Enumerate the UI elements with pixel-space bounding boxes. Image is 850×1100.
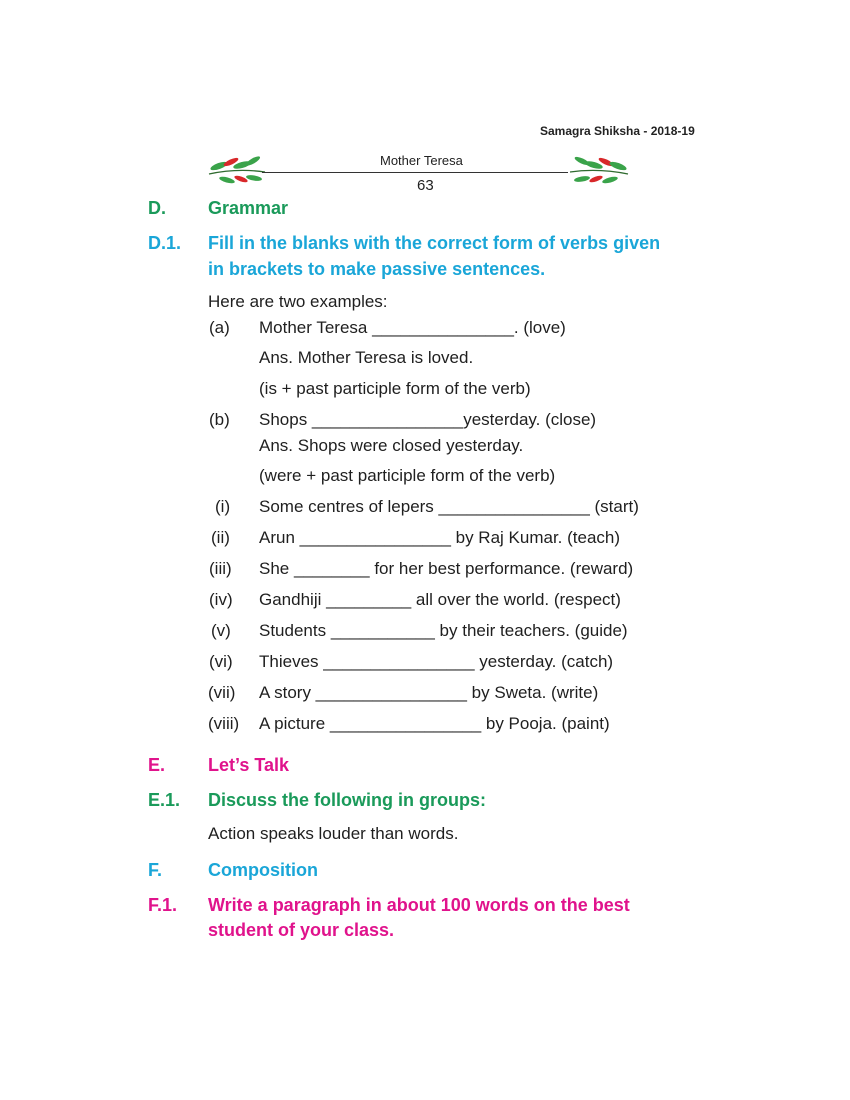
exercise-sentence: A picture ________________ by Pooja. (paint) [259, 714, 610, 733]
section-e-title: Let’s Talk [208, 755, 290, 775]
section-f-label: F. [148, 860, 163, 880]
exercise-marker: (ii) [211, 528, 230, 547]
section-d-label: D. [148, 198, 166, 218]
example-answer: Ans. Shops were closed yesterday. [259, 436, 524, 455]
example-answer: Ans. Mother Teresa is loved. [259, 348, 474, 367]
examples-intro: Here are two examples: [208, 292, 388, 311]
exercise-marker: (iv) [209, 590, 233, 609]
exercise-sentence: She ________ for her best performance. (reward) [259, 559, 634, 578]
example-note: (were + past participle form of the verb) [259, 466, 556, 485]
exercise-marker: (i) [215, 497, 231, 516]
section-d-title: Grammar [208, 198, 289, 218]
publisher-label: Samagra Shiksha - 2018-19 [540, 124, 695, 138]
d1-label: D.1. [148, 233, 182, 253]
exercise-marker: (v) [211, 621, 231, 640]
header-rule [262, 172, 568, 173]
exercise-sentence: A story ________________ by Sweta. (write) [259, 683, 599, 702]
exercise-marker: (viii) [208, 714, 240, 733]
example-question: Shops ________________yesterday. (close) [259, 410, 597, 429]
e1-topic: Action speaks louder than words. [208, 824, 459, 843]
exercise-marker: (vi) [209, 652, 233, 671]
example-marker: (b) [209, 410, 230, 429]
e1-title: Discuss the following in groups: [208, 790, 487, 810]
f1-instruction-line2: student of your class. [208, 920, 395, 940]
exercise-sentence: Arun ________________ by Raj Kumar. (teach) [259, 528, 621, 547]
exercise-marker: (vii) [208, 683, 236, 702]
example-question: Mother Teresa _______________. (love) [259, 318, 566, 337]
exercise-sentence: Thieves ________________ yesterday. (catch) [259, 652, 614, 671]
section-e-label: E. [148, 755, 166, 775]
section-f-title: Composition [208, 860, 318, 880]
page-number: 63 [417, 177, 434, 194]
e1-label: E.1. [148, 790, 181, 810]
d1-instruction-line1: Fill in the blanks with the correct form of verbs given [208, 233, 661, 253]
chapter-title: Mother Teresa [380, 153, 463, 168]
exercise-sentence: Some centres of lepers ________________ (start) [259, 497, 639, 516]
f1-instruction-line1: Write a paragraph in about 100 words on the best [208, 895, 630, 915]
exercise-marker: (iii) [209, 559, 232, 578]
example-marker: (a) [209, 318, 230, 337]
leaf-sprig-right-icon [568, 152, 630, 186]
exercise-sentence: Students ___________ by their teachers. (guide) [259, 621, 628, 640]
exercise-sentence: Gandhiji _________ all over the world. (respect) [259, 590, 621, 609]
example-note: (is + past participle form of the verb) [259, 379, 531, 398]
f1-label: F.1. [148, 895, 178, 915]
leaf-sprig-left-icon [207, 152, 267, 186]
d1-instruction-line2: in brackets to make passive sentences. [208, 259, 546, 279]
